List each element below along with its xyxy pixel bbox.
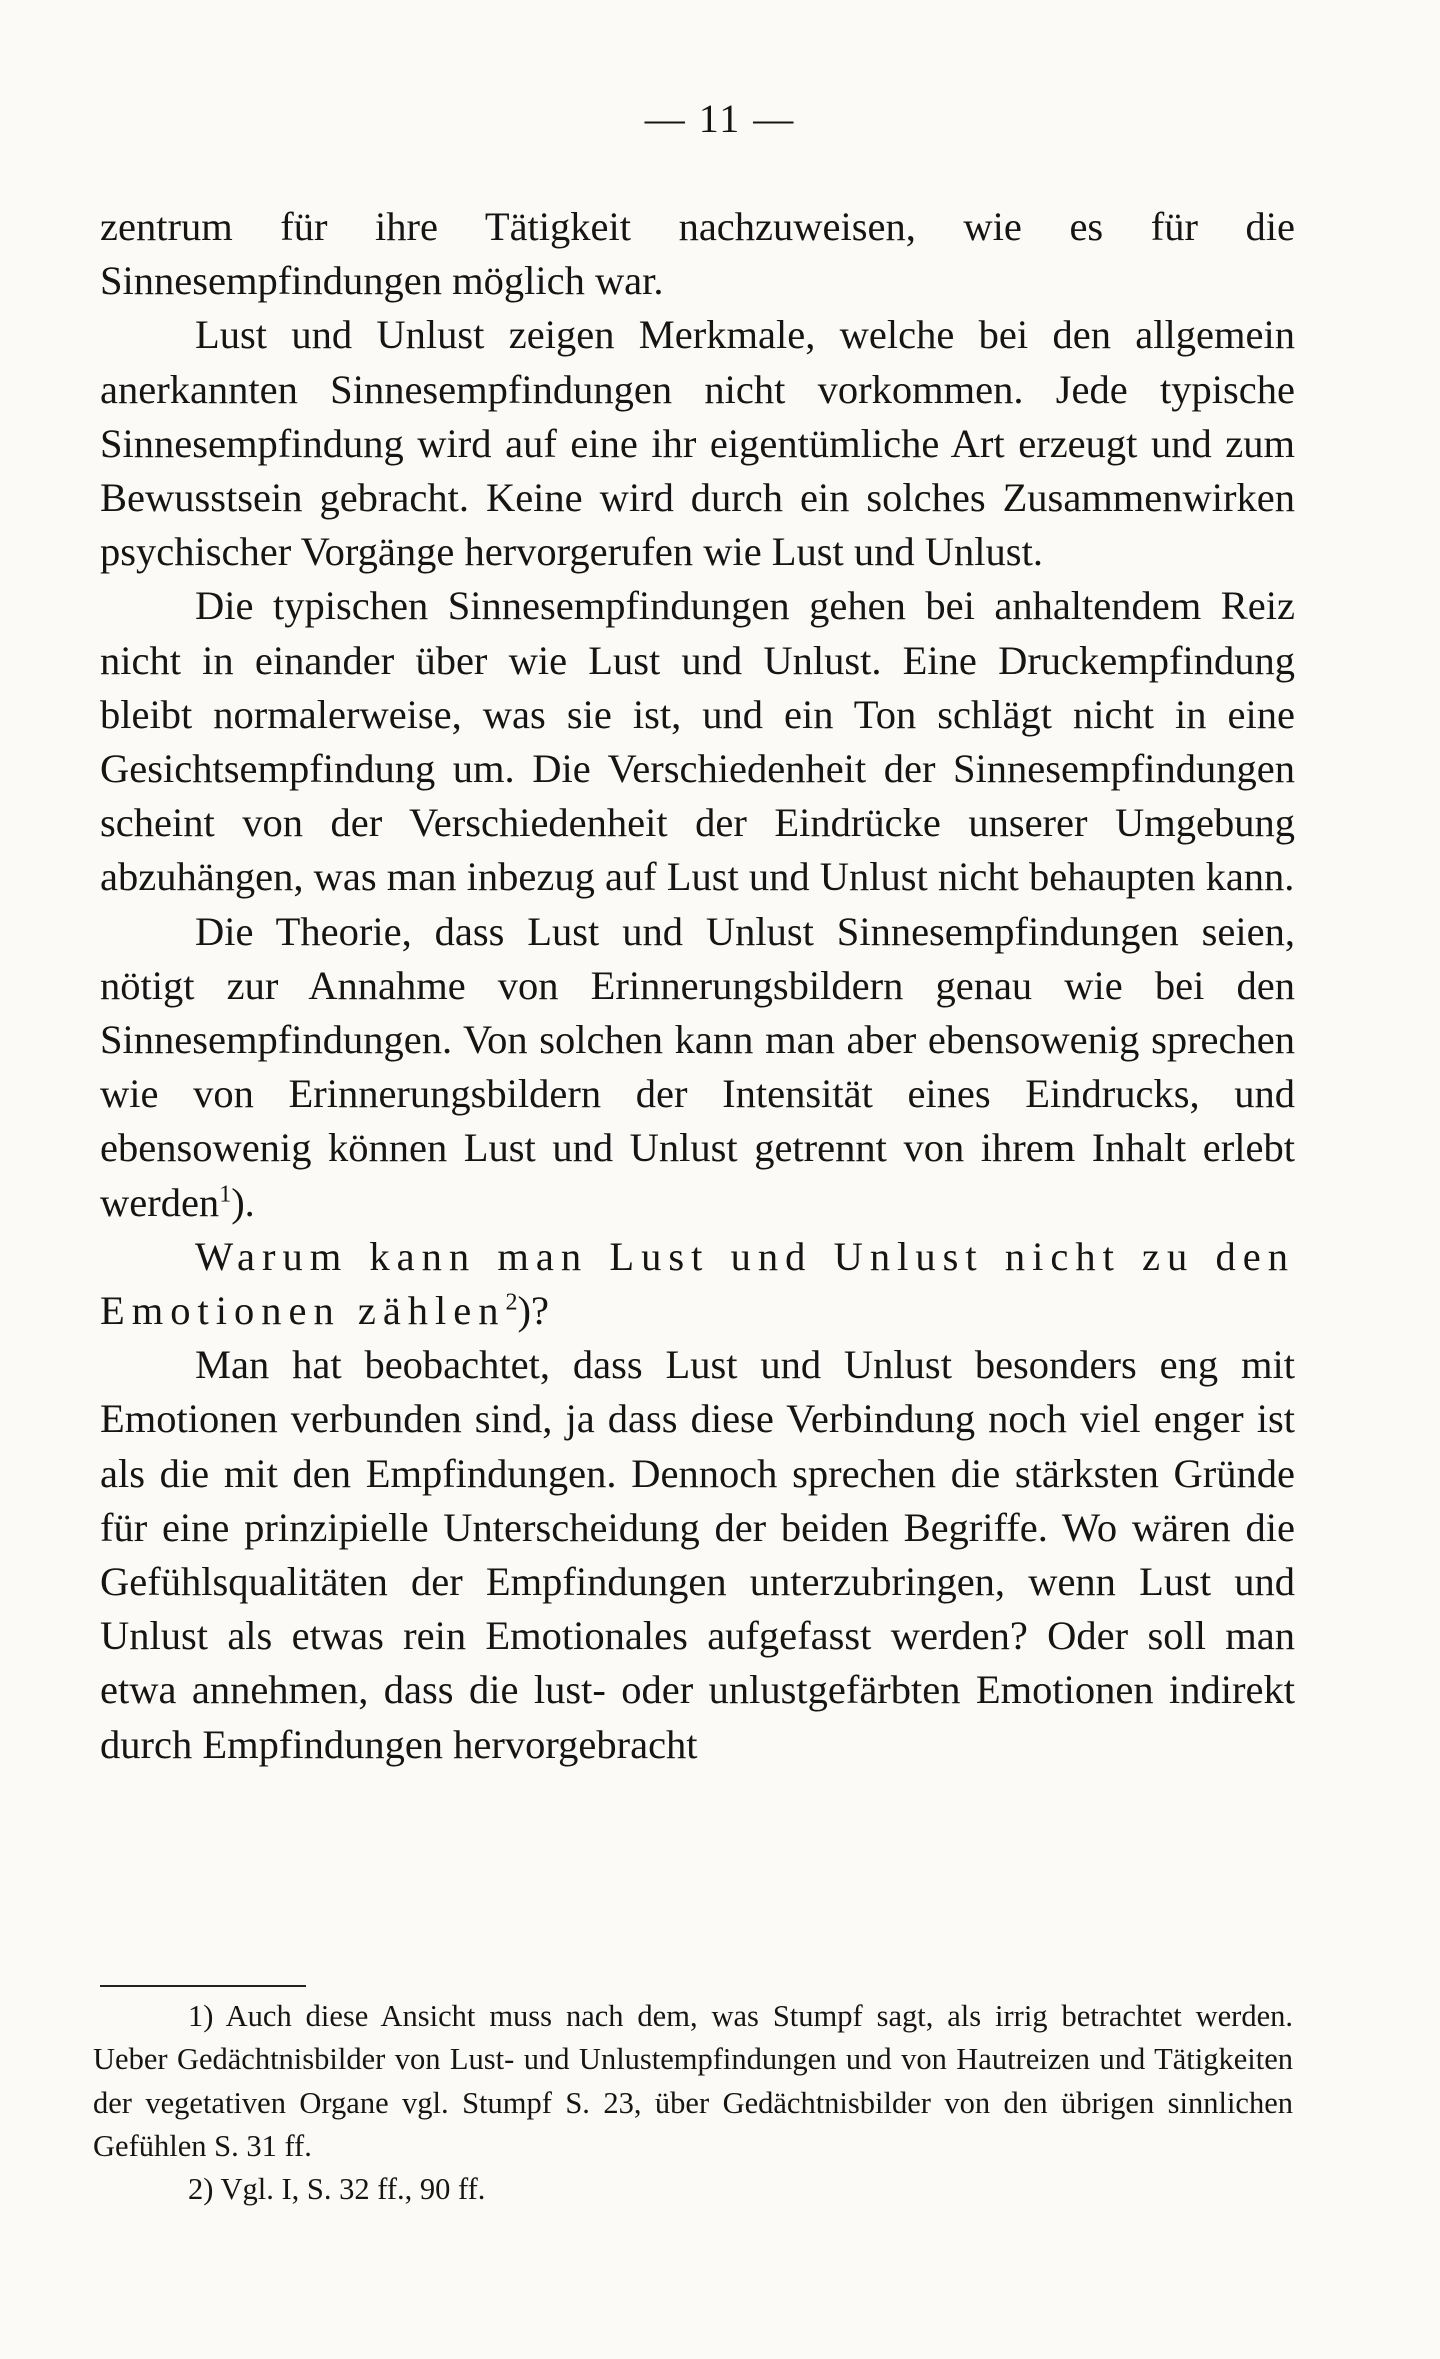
footnote-ref-1: 1: [219, 1181, 232, 1208]
section-heading-text: Warum kann man Lust und Unlust nicht zu den Emotionen zählen: [100, 1233, 1295, 1334]
paragraph-4: [100, 905, 1295, 1230]
footnotes: [93, 1995, 1293, 2211]
main-text: [100, 200, 1295, 1772]
page-number: — 11 —: [644, 96, 796, 141]
section-heading-end: )?: [517, 1288, 549, 1334]
paragraph-4-end: ).: [231, 1179, 255, 1225]
footnote-1: 1) Auch diese Ansicht muss nach dem, was Stumpf sagt, als irrig betrachtet werden. Ueber Gedächtnisbilder von Lust- und Unlustempfindungen und von Hautreizen und Tätigkeiten der vegetativen Organe vgl. Stumpf S. 23, über Gedächtnisbilder von den übrigen sinnlichen Gefühlen S. 31 ff.: [93, 1999, 1293, 2163]
paragraph-3: Die typischen Sinnesempfindungen gehen bei anhaltendem Reiz nicht in einander über wie Lust und Unlust. Eine Druckempfindung bleibt normalerweise, was sie ist, und ein Ton schlägt nicht in eine Gesichtsempfindung um. Die Verschiedenheit der Sinnesempfindungen scheint von der Verschiedenheit der Eindrücke unserer Umgebung abzuhängen, was man inbezug auf Lust und Unlust nicht behaupten kann.: [100, 583, 1295, 900]
footnote-rule: [100, 1985, 306, 1987]
paragraph-4-text: Die Theorie, dass Lust und Unlust Sinnesempfindungen seien, nötigt zur Annahme von Erinnerungsbildern genau wie bei den Sinnesempfindungen. Von solchen kann man aber ebensowenig sprechen wie von Erinnerungsbildern der Intensität eines Eindrucks, und ebensowenig können Lust und Unlust getrennt von ihrem Inhalt erlebt werden: [100, 908, 1295, 1225]
paragraph-2: Lust und Unlust zeigen Merkmale, welche bei den allgemein anerkannten Sinnesempfindungen nicht vorkommen. Jede typische Sinnesempfindung wird auf eine ihr eigentümliche Art erzeugt und zum Bewusstsein gebracht. Keine wird durch ein solches Zusammenwirken psychischer Vorgänge hervorgerufen wie Lust und Unlust.: [100, 312, 1295, 575]
footnote-ref-2: 2: [505, 1289, 518, 1316]
paragraph-1: zentrum für ihre Tätigkeit nachzuweisen, wie es für die Sinnesempfindungen möglich war.: [100, 204, 1295, 304]
paragraph-5: Man hat beobachtet, dass Lust und Unlust besonders eng mit Emotionen verbunden sind, ja dass diese Verbindung noch viel enger ist als die mit den Empfindungen. Dennoch sprechen die stärksten Gründe für eine prinzipielle Unterscheidung der beiden Begriffe. Wo wären die Gefühlsqualitäten der Empfindungen unterzubringen, wenn Lust und Unlust als etwas rein Emotionales aufgefasst werden? Oder soll man etwa annehmen, dass die lust- oder unlustgefärbten Emotionen indirekt durch Empfindungen hervorgebracht: [100, 1342, 1295, 1767]
section-heading: [100, 1230, 1295, 1338]
footnote-2: 2) Vgl. I, S. 32 ff., 90 ff.: [188, 2172, 486, 2207]
